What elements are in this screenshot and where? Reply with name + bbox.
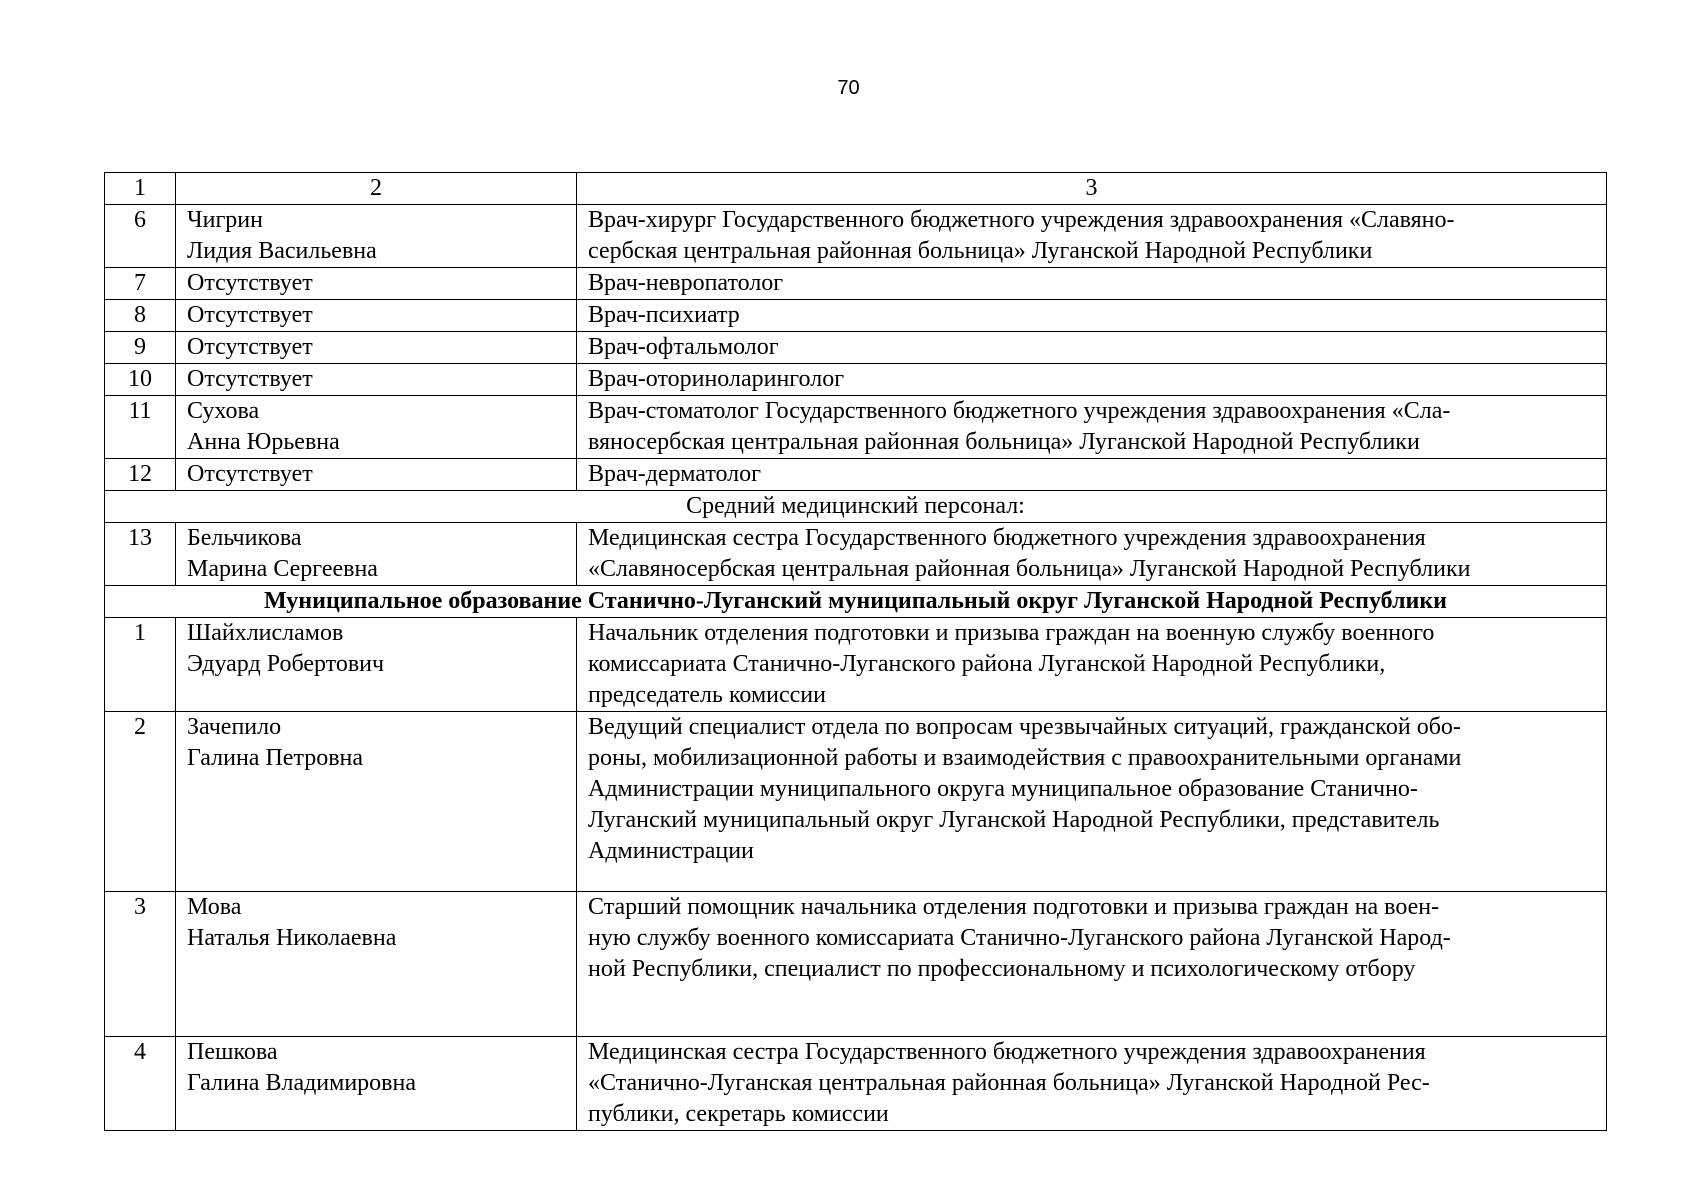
member-name <box>176 892 577 1037</box>
section-row <box>105 586 1607 618</box>
table-row <box>105 332 1607 364</box>
name-line: Отсутствует <box>187 334 313 360</box>
table-row <box>105 618 1607 712</box>
member-position <box>577 618 1607 712</box>
name-line: Эдуард Робертович <box>187 651 385 677</box>
member-name <box>176 268 577 300</box>
table-header-row <box>105 173 1607 205</box>
position-line: Медицинская сестра Государственного бюджетного учреждения здравоохранения <box>588 1039 1426 1065</box>
member-position <box>577 712 1607 892</box>
name-line: Лидия Васильевна <box>187 238 377 264</box>
name-line: Сухова <box>187 398 260 424</box>
name-line: Отсутствует <box>187 302 313 328</box>
member-name <box>176 332 577 364</box>
position-line: Медицинская сестра Государственного бюджетного учреждения здравоохранения <box>588 525 1426 551</box>
table-row <box>105 1037 1607 1131</box>
position-line: Администрации муниципального округа муниципальное образование Станично- <box>588 776 1418 802</box>
position-line: Врач-психиатр <box>588 302 740 328</box>
table-row <box>105 364 1607 396</box>
row-number: 1 <box>105 618 176 712</box>
member-position <box>577 364 1607 396</box>
name-line: Мова <box>187 894 242 920</box>
member-name <box>176 205 577 268</box>
member-position <box>577 268 1607 300</box>
position-line: Врач-офтальмолог <box>588 334 779 360</box>
position-line: Врач-невропатолог <box>588 270 784 296</box>
name-line: Марина Сергеевна <box>187 556 378 582</box>
member-position <box>577 396 1607 459</box>
header-col-3: 3 <box>577 173 1607 205</box>
page-number: 70 <box>837 77 860 99</box>
member-position <box>577 300 1607 332</box>
row-number: 11 <box>105 396 176 459</box>
position-line: Врач-дерматолог <box>588 461 761 487</box>
position-line: роны, мобилизационной работы и взаимодействия с правоохранительными органами <box>588 745 1462 771</box>
table-row <box>105 268 1607 300</box>
member-position <box>577 205 1607 268</box>
member-position <box>577 1037 1607 1131</box>
member-name <box>176 396 577 459</box>
member-name <box>176 523 577 586</box>
member-position <box>577 523 1607 586</box>
row-number: 9 <box>105 332 176 364</box>
table-row <box>105 712 1607 892</box>
position-line: вяносербская центральная районная больница» Луганской Народной Республики <box>588 429 1420 455</box>
row-number: 3 <box>105 892 176 1037</box>
position-line: сербская центральная районная больница» Луганской Народной Республики <box>588 238 1373 264</box>
table-row <box>105 300 1607 332</box>
name-line: Зачепило <box>187 714 282 740</box>
name-line: Анна Юрьевна <box>187 429 340 455</box>
member-name <box>176 459 577 491</box>
position-line: Врач-оториноларинголог <box>588 366 845 392</box>
table-row <box>105 459 1607 491</box>
position-line: Врач-хирург Государственного бюджетного учреждения здравоохранения «Славяно- <box>588 207 1455 233</box>
position-line: председатель комиссии <box>588 682 826 708</box>
position-line: ную службу военного комиссариата Станично-Луганского района Луганской Народ- <box>588 925 1451 951</box>
position-line: Старший помощник начальника отделения подготовки и призыва граждан на воен- <box>588 894 1440 920</box>
name-line: Чигрин <box>187 207 263 233</box>
row-number: 13 <box>105 523 176 586</box>
member-name <box>176 618 577 712</box>
table-row <box>105 396 1607 459</box>
name-line: Галина Петровна <box>187 745 364 771</box>
header-col-2: 2 <box>176 173 577 205</box>
row-number: 12 <box>105 459 176 491</box>
name-line: Пешкова <box>187 1039 278 1065</box>
row-number: 2 <box>105 712 176 892</box>
name-line: Галина Владимировна <box>187 1070 417 1096</box>
member-name <box>176 364 577 396</box>
header-col-1: 1 <box>105 173 176 205</box>
name-line: Наталья Николаевна <box>187 925 397 951</box>
name-line: Шайхлисламов <box>187 620 344 646</box>
position-line: Луганский муниципальный округ Луганской Народной Республики, представитель <box>588 807 1440 833</box>
section-row <box>105 491 1607 523</box>
row-number: 10 <box>105 364 176 396</box>
member-position <box>577 459 1607 491</box>
position-line: Ведущий специалист отдела по вопросам чрезвычайных ситуаций, гражданской обо- <box>588 714 1461 740</box>
position-line: ной Республики, специалист по профессиональному и психологическому отбору <box>588 956 1416 982</box>
name-line: Отсутствует <box>187 270 313 296</box>
section-heading-middle-staff: Средний медицинский персонал: <box>105 491 1607 523</box>
member-name <box>176 712 577 892</box>
position-line: «Станично-Луганская центральная районная больница» Луганской Народной Рес- <box>588 1070 1430 1096</box>
row-number: 7 <box>105 268 176 300</box>
table-row <box>105 205 1607 268</box>
member-position <box>577 892 1607 1037</box>
name-line: Отсутствует <box>187 461 313 487</box>
table-row <box>105 892 1607 1037</box>
name-line: Отсутствует <box>187 366 313 392</box>
name-line: Бельчикова <box>187 525 302 551</box>
table-row <box>105 523 1607 586</box>
position-line: публики, секретарь комиссии <box>588 1101 889 1127</box>
section-heading-municipal: Муниципальное образование Станично-Луганский муниципальный округ Луганской Народной Республики <box>105 586 1607 618</box>
member-name <box>176 1037 577 1131</box>
member-position <box>577 332 1607 364</box>
row-number: 8 <box>105 300 176 332</box>
position-line: «Славяносербская центральная районная больница» Луганской Народной Республики <box>588 556 1471 582</box>
position-line: Администрации <box>588 838 754 864</box>
position-line: Врач-стоматолог Государственного бюджетного учреждения здравоохранения «Сла- <box>588 398 1451 424</box>
member-name <box>176 300 577 332</box>
row-number: 6 <box>105 205 176 268</box>
row-number: 4 <box>105 1037 176 1131</box>
position-line: комиссариата Станично-Луганского района Луганской Народной Республики, <box>588 651 1386 677</box>
position-line: Начальник отделения подготовки и призыва граждан на военную службу военного <box>588 620 1435 646</box>
commission-table <box>104 172 1607 1131</box>
